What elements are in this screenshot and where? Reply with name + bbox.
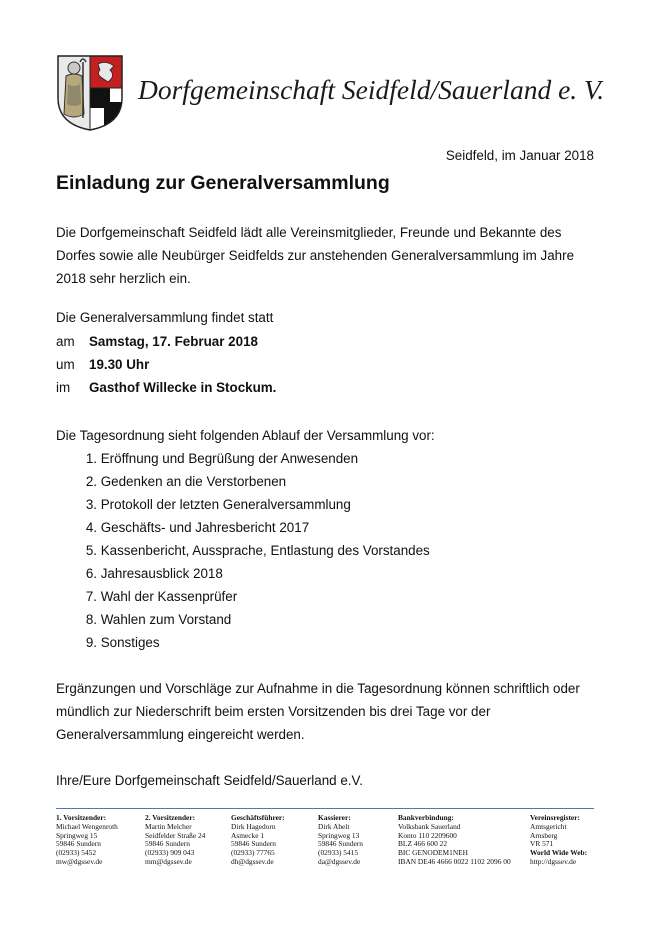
page-title: Einladung zur Generalversammlung — [56, 172, 390, 194]
agenda-item-text: Kassenbericht, Aussprache, Entlastung des Vorstandes — [100, 543, 430, 558]
agenda-item-number: 7. — [85, 589, 97, 604]
footer-line: (02933) 5452 — [56, 848, 97, 858]
footer-line: BIC GENODEM1NEH — [398, 848, 469, 858]
footer-heading: Bankverbindung: — [398, 813, 454, 822]
footer-heading: Geschäftsführer: — [231, 813, 285, 822]
footer-col-chairman — [56, 814, 118, 867]
footer-line: Volksbank Sauerland — [398, 821, 461, 831]
footer-line: Springweg 13 — [318, 830, 360, 840]
footer-line: Seidfelder Straße 24 — [145, 830, 206, 840]
agenda-item-text: Sonstiges — [100, 635, 160, 650]
detail-row-date — [56, 330, 276, 353]
agenda-item-number: 9. — [85, 635, 97, 650]
agenda-item — [56, 493, 430, 516]
footer-line: Konto 110 2209600 — [398, 830, 457, 840]
agenda-item-text: Wahl der Kassenprüfer — [100, 589, 238, 604]
coat-of-arms-icon — [56, 54, 124, 132]
agenda-item-text: Geschäfts- und Jahresbericht 2017 — [100, 520, 310, 535]
footer-heading: 2. Vorsitzender: — [145, 813, 196, 822]
footer-email[interactable]: dh@dgssev.de — [231, 856, 274, 866]
footer-line: IBAN DE46 4666 0022 1102 2096 00 — [398, 856, 511, 866]
footer-website-link[interactable]: http://dgssev.de — [530, 856, 577, 866]
agenda-intro: Die Tagesordnung sieht folgenden Ablauf der Versammlung vor: — [56, 428, 435, 443]
meeting-details — [56, 330, 276, 399]
agenda-item — [56, 447, 430, 470]
footer-col-bank — [398, 814, 511, 867]
detail-value: Samstag, 17. Februar 2018 — [89, 334, 258, 349]
footer-heading: Kassierer: — [318, 813, 351, 822]
detail-row-time — [56, 353, 276, 376]
footer-line: (02933) 5415 — [318, 848, 359, 858]
footer-line: Springweg 15 — [56, 830, 98, 840]
agenda-item — [56, 608, 430, 631]
agenda-item-text: Jahresausblick 2018 — [100, 566, 223, 581]
agenda-item — [56, 516, 430, 539]
footer-col-vice-chairman — [145, 814, 205, 867]
agenda-item-number: 4. — [85, 520, 97, 535]
agenda-item — [56, 562, 430, 585]
footer-col-manager — [231, 814, 285, 867]
agenda-item-number: 6. — [85, 566, 97, 581]
detail-label: im — [56, 380, 71, 395]
intro-paragraph: Die Dorfgemeinschaft Seidfeld lädt alle Vereinsmitglieder, Freunde und Bekannte des Dorfes sowie alle Neubürger Seidfelds zur anstehenden Generalversammlung im Jahre 2018 sehr herzlich ein. — [56, 225, 575, 286]
agenda-item — [56, 470, 430, 493]
footer-line: Asmecke 1 — [231, 830, 265, 840]
footer-email[interactable]: mw@dgssev.de — [56, 856, 103, 866]
detail-label: um — [56, 357, 75, 372]
agenda-item — [56, 631, 430, 654]
agenda-item-number: 2. — [85, 474, 97, 489]
footer-line: Dirk Abelt — [318, 821, 350, 831]
agenda-item — [56, 585, 430, 608]
footer-email[interactable]: mm@dgssev.de — [145, 856, 192, 866]
footer-line: Martin Melcher — [145, 821, 192, 831]
agenda-item-text: Gedenken an die Verstorbenen — [100, 474, 287, 489]
detail-label: am — [56, 334, 75, 349]
footer-email[interactable]: da@dgssev.de — [318, 856, 361, 866]
agenda-item-text: Wahlen zum Vorstand — [100, 612, 232, 627]
footer-line: 59846 Sundern — [231, 839, 276, 849]
agenda-item-number: 5. — [85, 543, 97, 558]
footer-line: 59846 Sundern — [145, 839, 190, 849]
footer-col-register — [530, 814, 587, 867]
agenda-item-number: 3. — [85, 497, 97, 512]
footer-line: BLZ 466 600 22 — [398, 839, 448, 849]
agenda-item-text: Eröffnung und Begrüßung der Anwesenden — [100, 451, 359, 466]
organization-name: Dorfgemeinschaft Seidfeld/Sauerland e. V. — [138, 74, 605, 105]
agenda-item — [56, 539, 430, 562]
agenda-list — [56, 447, 430, 654]
detail-value: 19.30 Uhr — [89, 357, 150, 372]
detail-row-location — [56, 376, 276, 399]
footer-heading: Vereinsregister: — [530, 813, 580, 822]
footer-heading: 1. Vorsitzender: — [56, 813, 107, 822]
footer-divider — [56, 808, 594, 809]
footer-line: Arnsberg — [530, 830, 558, 840]
detail-value: Gasthof Willecke in Stockum. — [89, 380, 277, 395]
closing-note: Ergänzungen und Vorschläge zur Aufnahme in die Tagesordnung können schriftlich oder mündlich zur Niederschrift beim ersten Vorsitzenden bis drei Tage vor der Generalversammlung eingereicht werden. — [56, 681, 580, 742]
footer-line: VR 571 — [530, 839, 554, 849]
footer-line: Amtsgericht — [530, 821, 567, 831]
footer — [56, 814, 596, 874]
footer-col-treasurer — [318, 814, 363, 867]
agenda-item-number: 8. — [85, 612, 97, 627]
dateline: Seidfeld, im Januar 2018 — [445, 148, 594, 163]
agenda-item-number: 1. — [85, 451, 97, 466]
footer-line: 59846 Sundern — [318, 839, 363, 849]
footer-heading: World Wide Web: — [530, 848, 588, 858]
signoff: Ihre/Eure Dorfgemeinschaft Seidfeld/Sauerland e.V. — [56, 773, 363, 788]
details-intro: Die Generalversammlung findet statt — [56, 310, 274, 325]
footer-line: Dirk Hagedorn — [231, 821, 276, 831]
footer-line: 59846 Sundern — [56, 839, 101, 849]
footer-line: Michael Wengenroth — [56, 821, 118, 831]
agenda-item-text: Protokoll der letzten Generalversammlung — [100, 497, 351, 512]
footer-line: (02933) 77765 — [231, 848, 275, 858]
footer-line: (02933) 909 043 — [145, 848, 195, 858]
